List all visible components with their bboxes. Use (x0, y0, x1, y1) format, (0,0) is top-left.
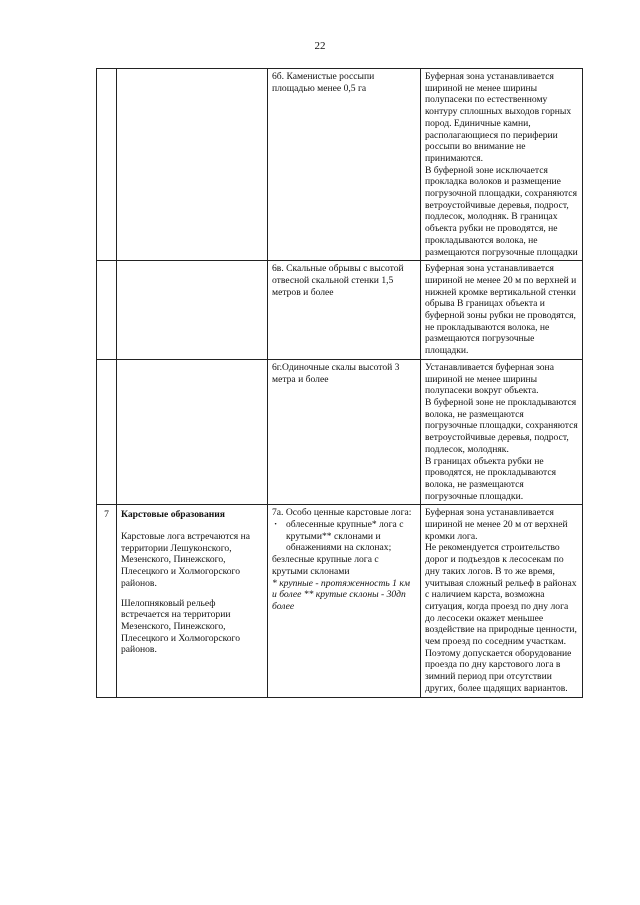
object-cell (268, 69, 421, 261)
object-cell (268, 505, 421, 697)
row-number-cell: 7 (97, 505, 117, 697)
category-cell (117, 69, 268, 261)
measures-cell (421, 359, 583, 504)
table-row (97, 69, 583, 261)
row-number-cell (97, 69, 117, 261)
measures-text: Буферная зона устанавливается шириной не менее 20 м от верхней кромки лога. Не рекомендуется строительство дорог и подъездов к лесосекам по дну таких логов. В то же время, учитывая сложный рельеф в районах с наличием карста, возможна ситуация, когда проезд по дну лога до лесосеки окажет меньшее воздействие на природные ценности, чем проезд по соседним участкам. Поэтому допускается оборудование проезда по дну карстового лога в зимний период при отсутствии других, более щадящих вариантов. (425, 507, 577, 694)
object-text: 6б. Каменистые россыпи площадью менее 0,5 га (272, 71, 375, 94)
category-cell (117, 505, 268, 697)
object-tail: безлесные крупные лога с крутыми склонами (272, 554, 379, 577)
row-number-cell (97, 261, 117, 360)
category-title: Карстовые образования (121, 509, 225, 521)
object-text: 6в. Скальные обрывы с высотой отвесной скальной стенки 1,5 метров и более (272, 263, 404, 298)
object-list (272, 519, 416, 554)
conservation-table (96, 68, 583, 698)
table-row (97, 359, 583, 504)
measures-cell (421, 69, 583, 261)
category-cell (117, 261, 268, 360)
object-cell (268, 359, 421, 504)
object-cell (268, 261, 421, 360)
measures-cell (421, 505, 583, 697)
object-footnote: * крупные - протяженность 1 км и более ** крутые склоны - 30дп более (272, 577, 410, 612)
page-number: 22 (314, 40, 326, 52)
list-item: · облесенные крупные* лога с крутыми** склонами и обнажениями на склонах; (286, 519, 416, 554)
object-intro: 7а. Особо ценные карстовые лога: (272, 507, 412, 519)
row-number-cell (97, 359, 117, 504)
measures-text: Буферная зона устанавливается шириной не менее 20 м по верхней и нижней кромке вертикальной стенки обрыва В границах объекта и буферной зоны рубки не проводятся, не прокладываются волока, не размещаются погрузочные площадки. (425, 263, 577, 357)
table-row (97, 505, 583, 697)
object-text: 6г.Одиночные скалы высотой 3 метра и более (272, 361, 400, 385)
category-cell (117, 359, 268, 504)
measures-cell (421, 261, 583, 360)
category-paragraph: Шелопняковый рельеф встречается на территории Мезенского, Пинежского, Плесецкого и Холмогорского районов. (121, 597, 241, 656)
measures-text: Устанавливается буферная зона шириной не менее ширины полупасеки вокруг объекта. В буферной зоне не прокладываются волока, не размещаются погрузочные площадки, сохраняются ветроустойчивые деревья, подрост, подлесок, молодняк. В границах объекта рубки не проводятся, не прокладываются волока, не размещаются погрузочные площадки. (425, 361, 578, 502)
category-paragraph: Карстовые лога встречаются на территории Лешуконского, Мезенского, Пинежского, Плесецкого и Холмогорского районов. (121, 531, 251, 589)
table-row (97, 261, 583, 360)
measures-text: Буферная зона устанавливается шириной не менее ширины полупасеки по естественному контуру сплошных выходов горных пород. Единичные камни, располагающиеся по периферии россыпи во внимание не принимаются. В буферной зоне исключается прокладка волоков и размещение погрузочной площадки, сохраняются ветроустойчивые деревья, подрост, подлесок, молодняк. В границах объекта рубки не проводятся, не прокладываются волока, не размещаются погрузочные площадки (425, 71, 578, 258)
